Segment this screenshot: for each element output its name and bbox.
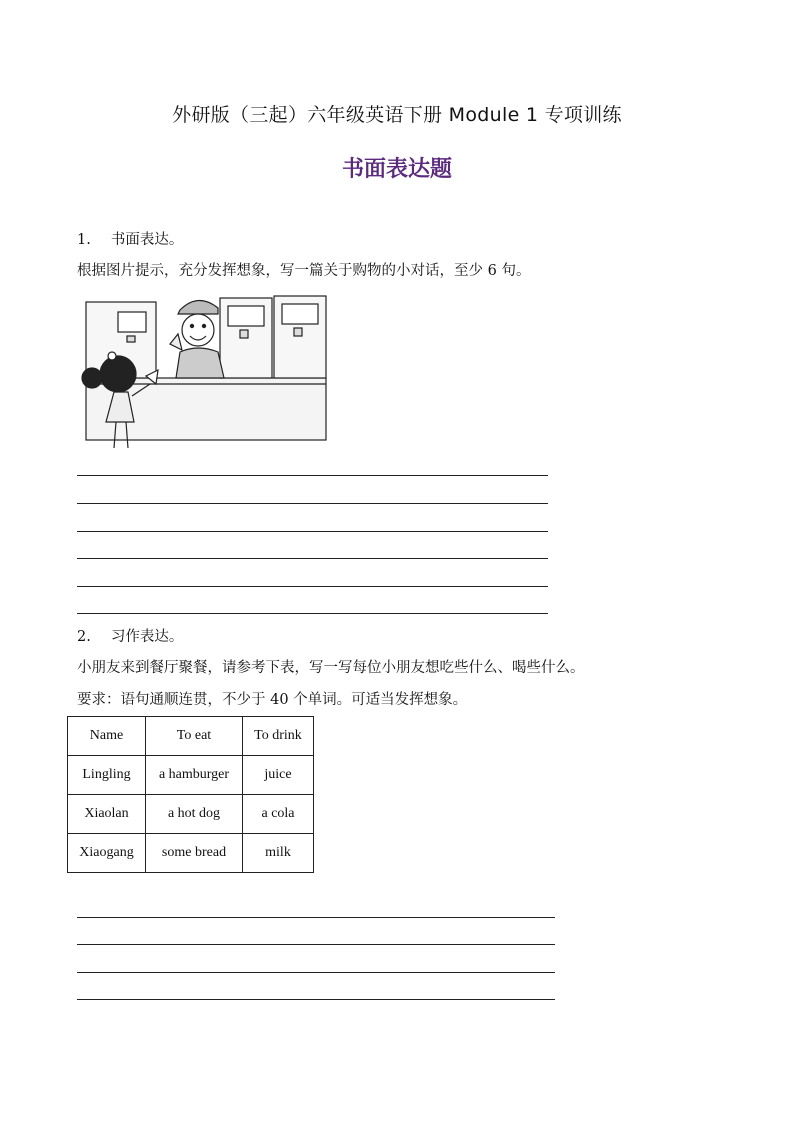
meal-table: [67, 716, 314, 873]
table-header-cell: To eat: [146, 717, 243, 756]
table-cell: juice: [243, 756, 314, 795]
table-row: [68, 756, 314, 795]
section-title: 书面表达题: [341, 156, 452, 182]
question-1-instruction: 根据图片提示，充分发挥想象，写一篇关于购物的小对话，至少 6 句。: [77, 263, 531, 279]
table-cell: Xiaolan: [68, 795, 146, 834]
writing-line[interactable]: [77, 999, 555, 1000]
table-row: [68, 795, 314, 834]
question-1-heading: [77, 228, 183, 249]
table-cell: Lingling: [68, 756, 146, 795]
writing-line[interactable]: [77, 944, 555, 945]
table-cell: a hamburger: [146, 756, 243, 795]
writing-line[interactable]: [77, 613, 548, 614]
question-2-number: 2.: [77, 629, 91, 645]
writing-line[interactable]: [77, 972, 555, 973]
question-2-requirement: 要求：语句通顺连贯，不少于 40 个单词。可适当发挥想象。: [77, 692, 468, 708]
page-title: 外研版（三起）六年级英语下册 Module 1 专项训练: [172, 104, 622, 126]
table-cell: a hot dog: [146, 795, 243, 834]
table-header-cell: To drink: [243, 717, 314, 756]
table-header-cell: Name: [68, 717, 146, 756]
question-1-number: 1.: [77, 232, 91, 248]
writing-line[interactable]: [77, 586, 548, 587]
question-2-instruction: 小朋友来到餐厅聚餐，请参考下表，写一写每位小朋友想吃些什么、喝些什么。: [77, 660, 585, 676]
table-row: [68, 834, 314, 873]
table-cell: some bread: [146, 834, 243, 873]
writing-line[interactable]: [77, 503, 548, 504]
writing-line[interactable]: [77, 558, 548, 559]
shopping-illustration: [78, 292, 330, 452]
table-cell: milk: [243, 834, 314, 873]
table-header-row: [68, 717, 314, 756]
table-cell: a cola: [243, 795, 314, 834]
writing-line[interactable]: [77, 917, 555, 918]
question-1-title: 书面表达。: [110, 232, 184, 248]
writing-line[interactable]: [77, 531, 548, 532]
table-cell: Xiaogang: [68, 834, 146, 873]
question-2-title: 习作表达。: [110, 629, 184, 645]
question-2-heading: [77, 625, 183, 646]
writing-line[interactable]: [77, 475, 548, 476]
